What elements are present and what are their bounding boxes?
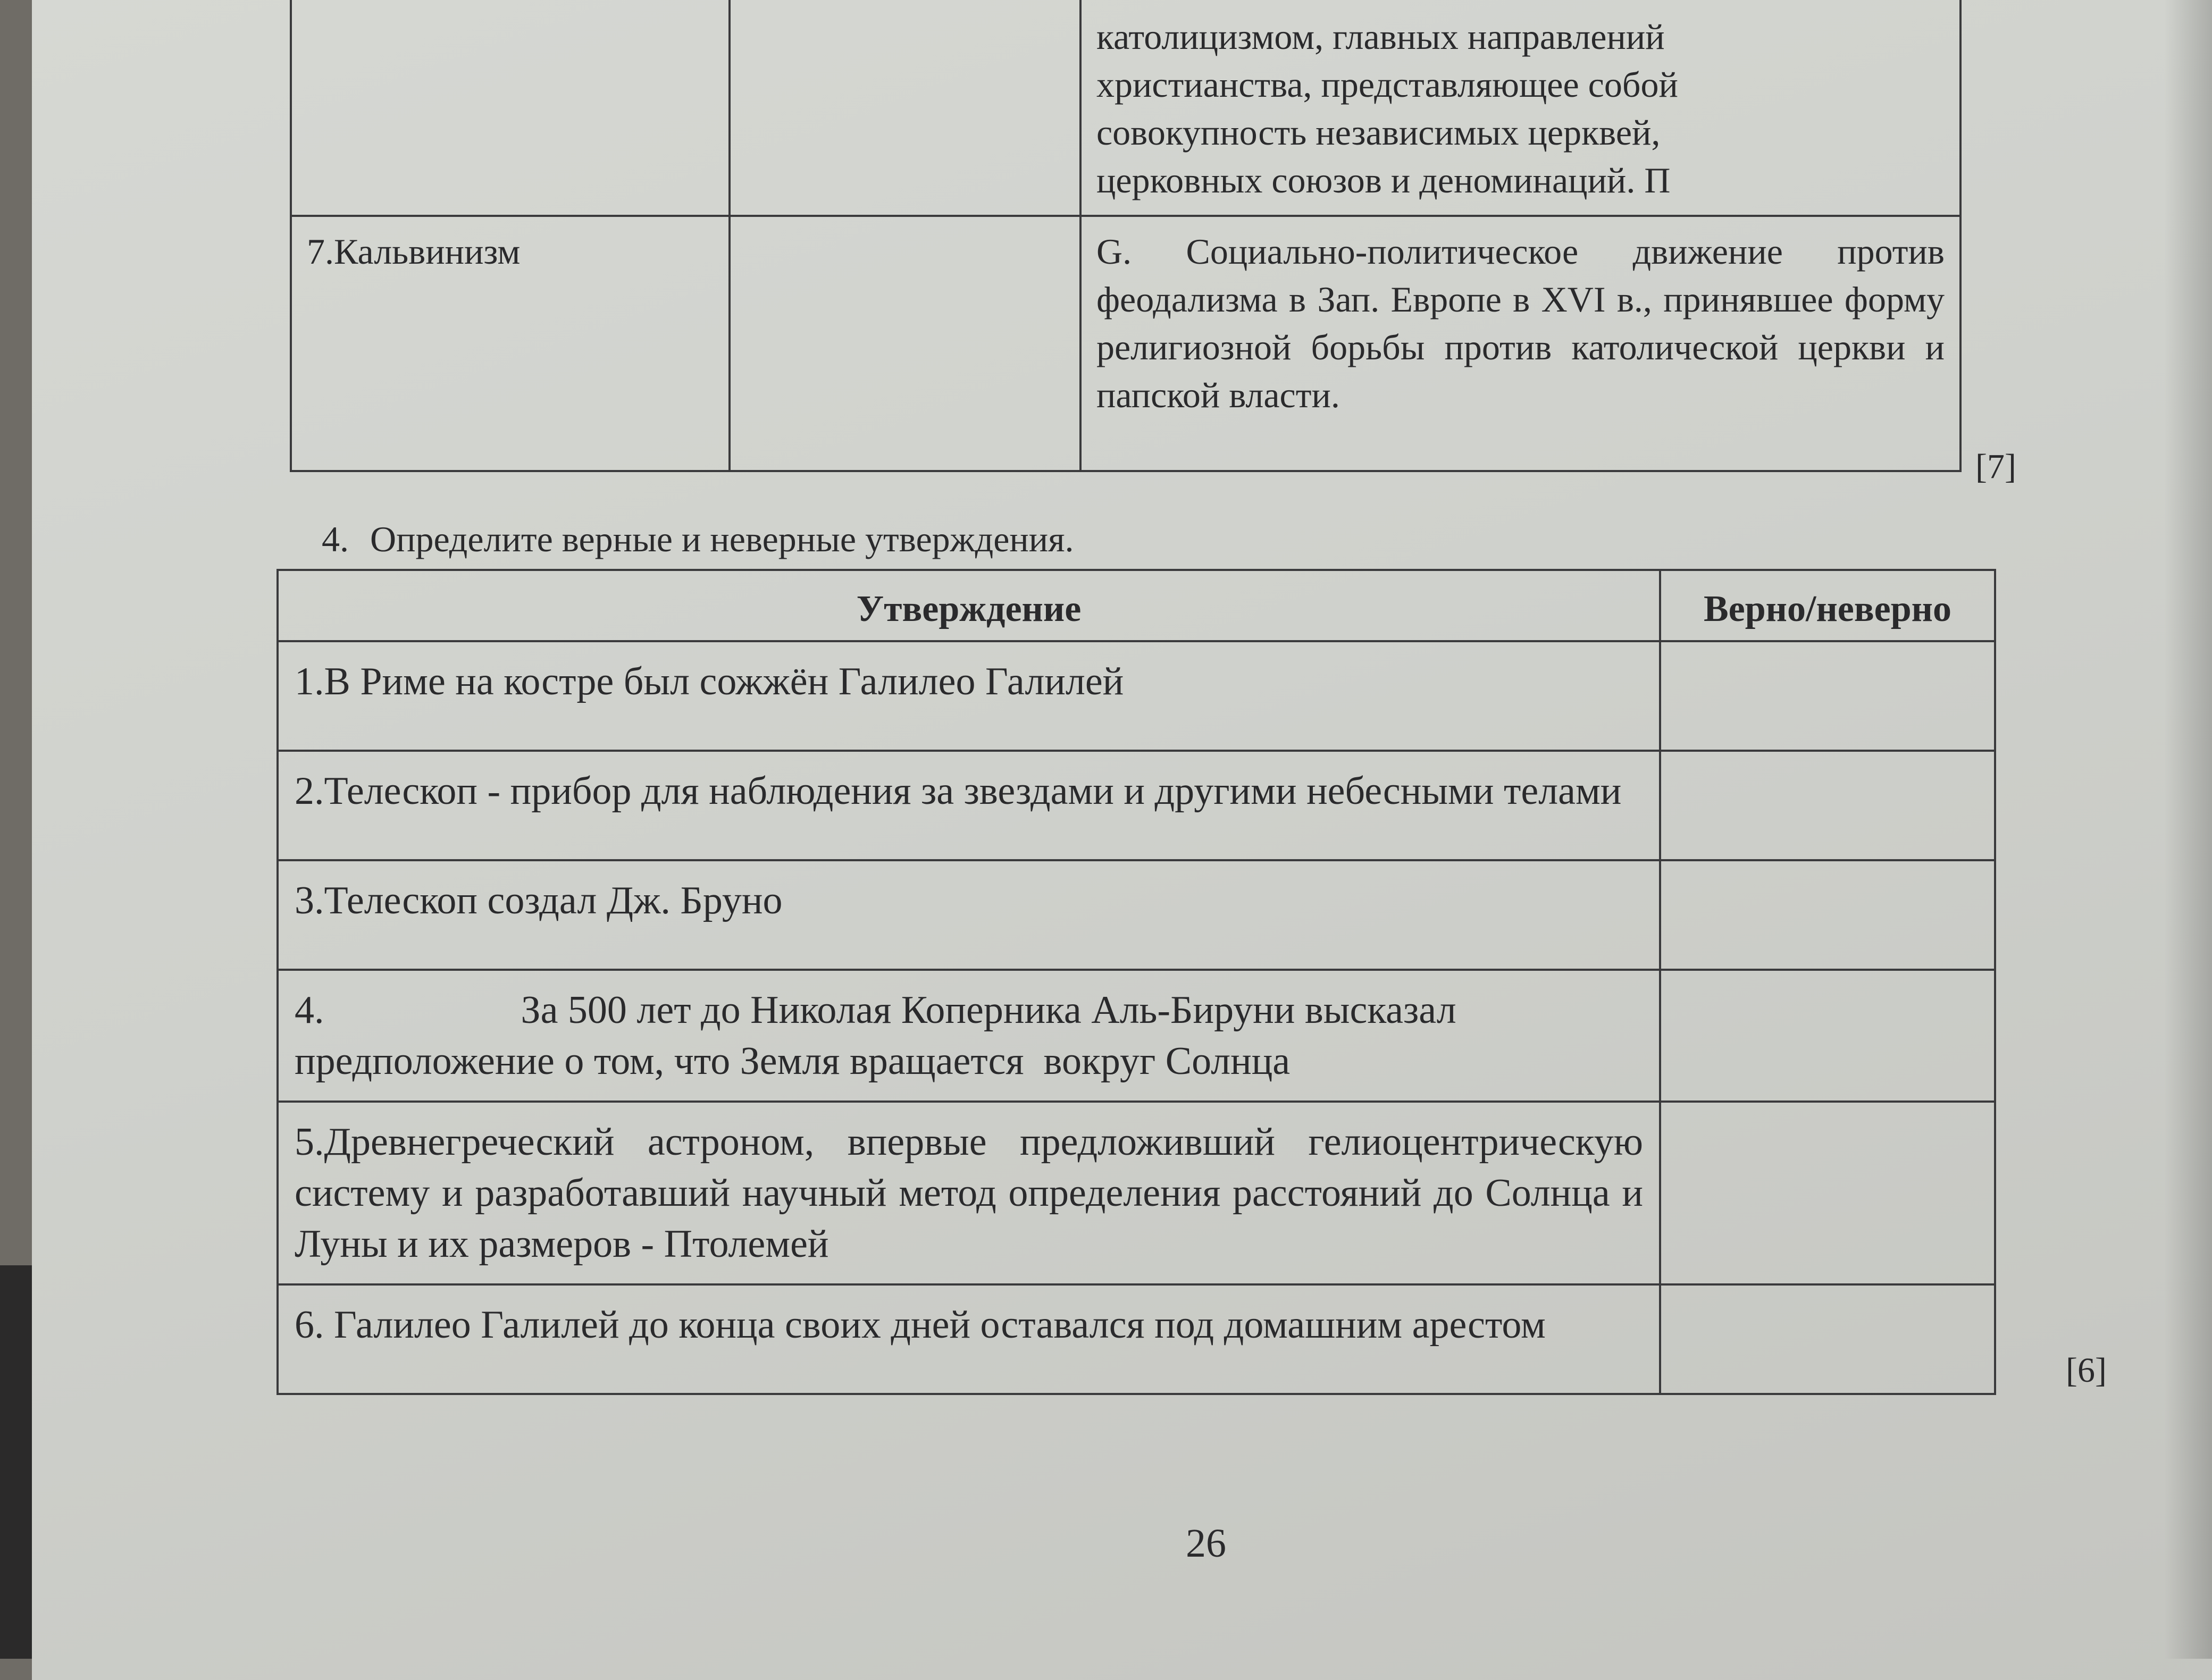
table-row xyxy=(291,0,1960,216)
task-title: Определите верные и неверные утверждения. xyxy=(370,519,1074,559)
table-row xyxy=(278,860,1995,970)
answer-cell[interactable] xyxy=(1660,970,1995,1102)
definition-cell xyxy=(1080,0,1960,216)
answer-cell[interactable] xyxy=(1660,1102,1995,1284)
statement-cell: 4. За 500 лет до Николая Коперника Аль-Бируни высказал предположение о том, что Земля вращается вокруг Солнца xyxy=(278,970,1660,1102)
score-label: [7] xyxy=(1975,447,2016,486)
definition-cell: G. Социально-политическое движение против феодализма в Зап. Европе в XVI в., принявшее форму религиозной борьбы против католической церкви и папской власти. xyxy=(1080,216,1960,471)
statements-table xyxy=(276,569,1996,1395)
table-header-row xyxy=(278,570,1995,641)
statement-cell: 2.Телескоп - прибор для наблюдения за звездами и другими небесными телами xyxy=(278,751,1660,860)
definition-line: христианства, представляющее собой xyxy=(1096,64,1678,105)
answer-cell[interactable] xyxy=(1660,751,1995,860)
term-cell xyxy=(291,0,730,216)
answer-cell[interactable] xyxy=(730,216,1080,471)
statement-cell: 3.Телескоп создал Дж. Бруно xyxy=(278,860,1660,970)
statement-cell: 1.В Риме на костре был сожжён Галилео Галилей xyxy=(278,641,1660,751)
definition-line: совокупность независимых церквей, xyxy=(1096,112,1661,153)
column-header-answer: Верно/неверно xyxy=(1660,570,1995,641)
page-number: 26 xyxy=(1186,1521,1226,1566)
matching-table xyxy=(290,0,1962,472)
table-row xyxy=(278,1284,1995,1394)
table-row xyxy=(278,970,1995,1102)
table-row xyxy=(291,216,1960,471)
table-row xyxy=(278,751,1995,860)
definition-line: католицизмом, главных направлений xyxy=(1096,16,1665,57)
statement-cell: 5.Древнегреческий астроном, впервые предложивший гелиоцентрическую систему и разработавший научный метод определения расстояний до Солнца и Луны и их размеров - Птолемей xyxy=(278,1102,1660,1284)
answer-cell[interactable] xyxy=(730,0,1080,216)
table-row xyxy=(278,641,1995,751)
column-header-statement: Утверждение xyxy=(278,570,1660,641)
statement-cell: 6. Галилео Галилей до конца своих дней оставался под домашним арестом xyxy=(278,1284,1660,1394)
answer-cell[interactable] xyxy=(1660,641,1995,751)
page-edge-shadow xyxy=(2164,0,2212,1659)
score-label: [6] xyxy=(2066,1351,2107,1390)
task-number: 4. xyxy=(322,519,349,559)
task-heading xyxy=(322,518,1074,560)
definition-line: церковных союзов и деноминаций. П xyxy=(1096,160,1671,200)
answer-cell[interactable] xyxy=(1660,1284,1995,1394)
table-row xyxy=(278,1102,1995,1284)
term-cell: 7.Кальвинизм xyxy=(291,216,730,471)
answer-cell[interactable] xyxy=(1660,860,1995,970)
